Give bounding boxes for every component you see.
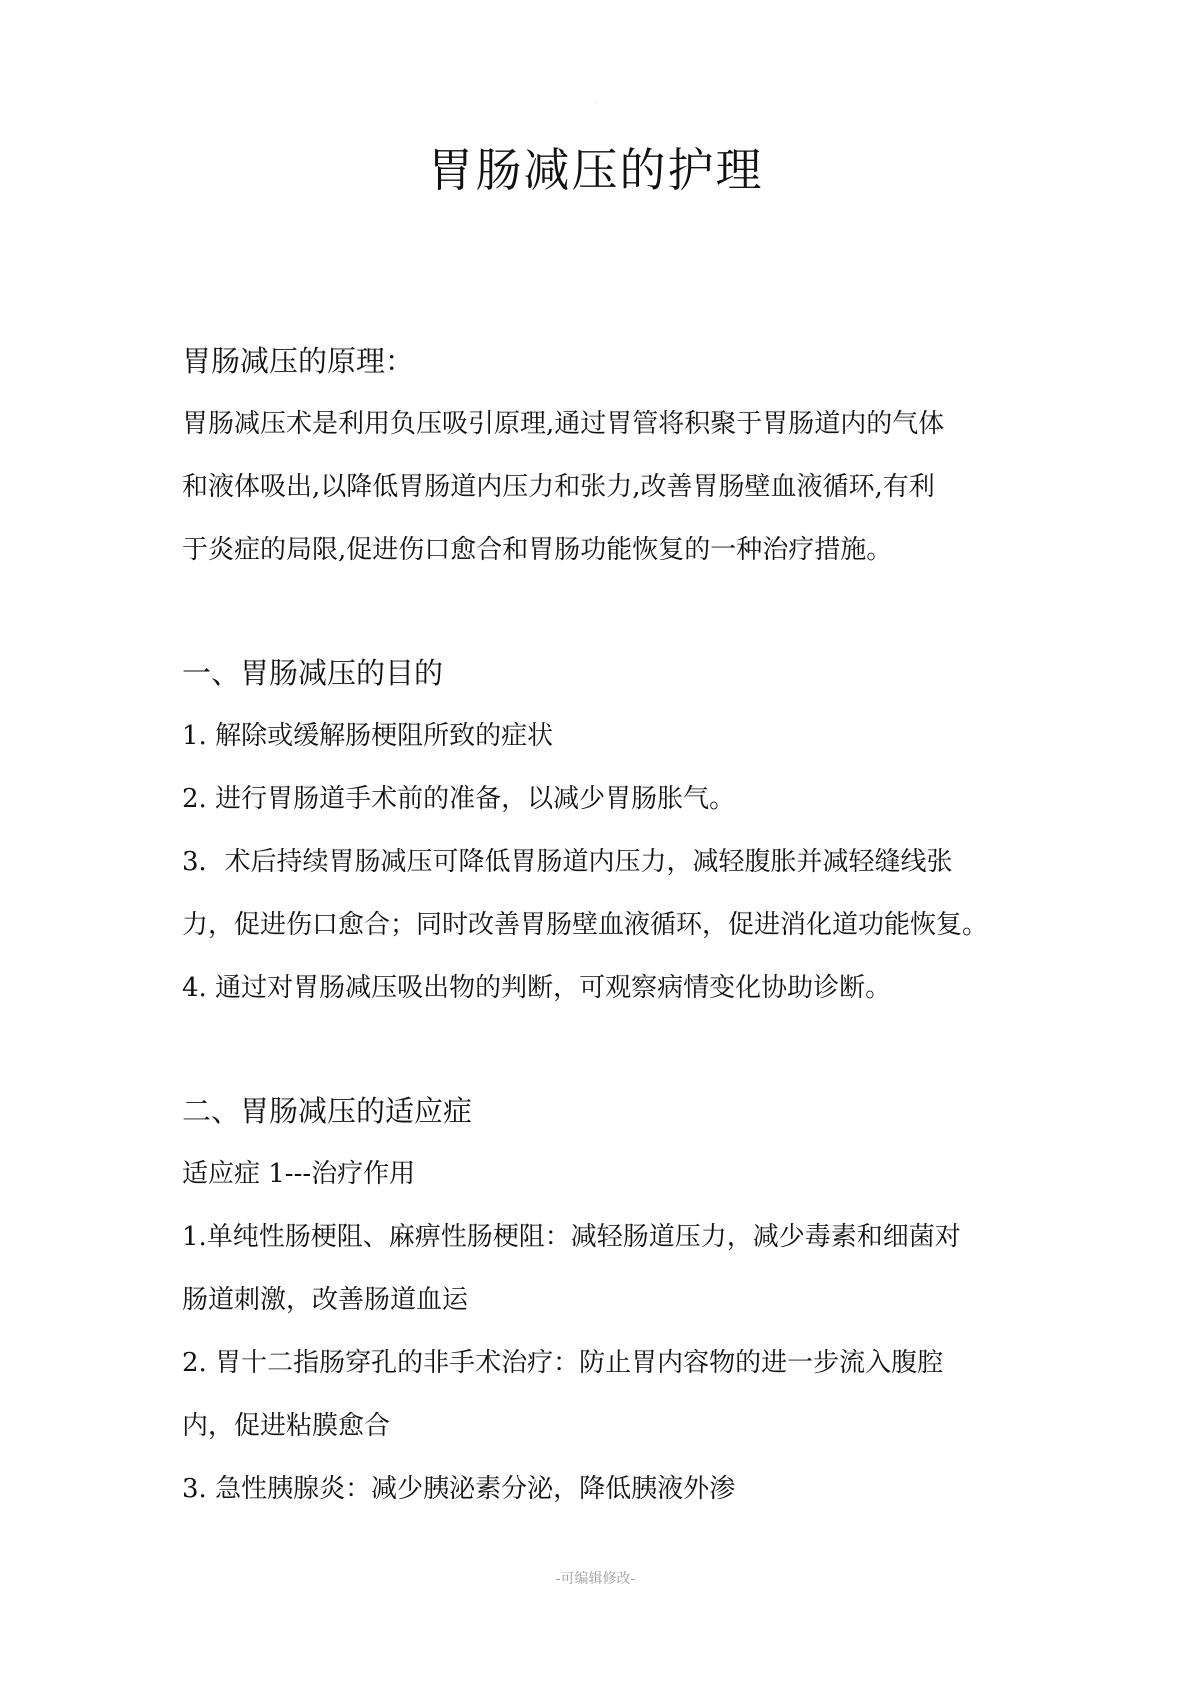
document-title: 胃肠减压的护理 xyxy=(427,143,764,197)
purpose-item: 力，促进伤口愈合；同时改善胃肠壁血液循环，促进消化道功能恢复。 xyxy=(182,910,989,940)
indication-item: 1.单纯性肠梗阻、麻痹性肠梗阻：减轻肠道压力，减少毒素和细菌对 xyxy=(182,1222,961,1252)
section-spacer xyxy=(182,582,1022,642)
section2-subheading: 适应症 1---治疗作用 xyxy=(182,1159,416,1189)
principle-line: 胃肠减压术是利用负压吸引原理,通过胃管将积聚于胃肠道内的气体 xyxy=(182,409,945,439)
principle-line: 和液体吸出,以降低胃肠道内压力和张力,改善胃肠壁血液循环,有利 xyxy=(182,472,935,502)
section2-heading: 二、胃肠减压的适应症 xyxy=(182,1094,473,1128)
principle-line: 于炎症的局限,促进伤口愈合和胃肠功能恢复的一种治疗措施。 xyxy=(182,535,893,565)
indication-item: 2. 胃十二指肠穿孔的非手术治疗：防止胃内容物的进一步流入腹腔 xyxy=(182,1348,944,1378)
indication-item: 肠道刺激，改善肠道血运 xyxy=(182,1285,469,1315)
purpose-item: 3．术后持续胃肠减压可降低胃肠道内压力，减轻腹胀并减轻缝线张 xyxy=(182,847,953,877)
purpose-item: 2. 进行胃肠道手术前的准备，以减少胃肠胀气。 xyxy=(182,784,736,814)
indication-item: 3. 急性胰腺炎：减少胰泌素分泌，降低胰液外渗 xyxy=(182,1474,736,1504)
top-mark: . xyxy=(594,96,597,105)
principle-heading: 胃肠减压的原理： xyxy=(182,344,415,378)
purpose-item: 1. 解除或缓解肠梗阻所致的症状 xyxy=(182,721,554,751)
document-body xyxy=(182,330,1022,1521)
indication-item: 内，促进粘膜愈合 xyxy=(182,1411,391,1441)
page-footer: -可编辑修改- xyxy=(555,1571,636,1587)
purpose-item: 4. 通过对胃肠减压吸出物的判断，可观察病情变化协助诊断。 xyxy=(182,973,892,1003)
section1-heading: 一、胃肠减压的目的 xyxy=(182,656,444,690)
section-spacer xyxy=(182,1020,1022,1080)
